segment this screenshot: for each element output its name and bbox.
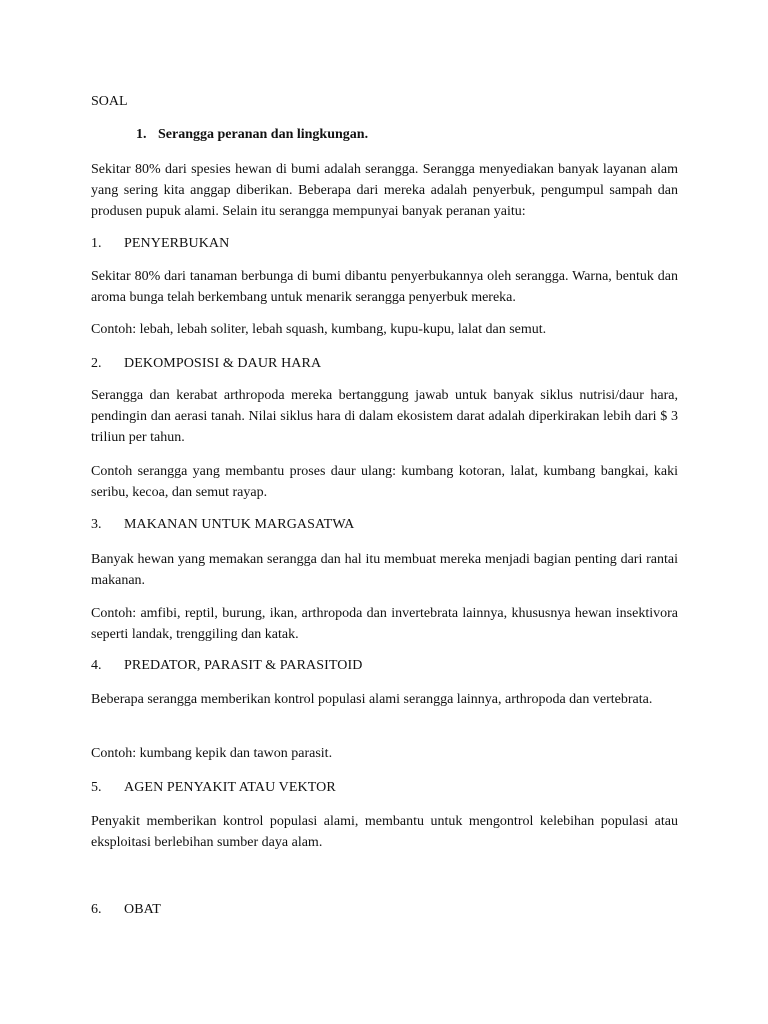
item-number: 1. [91, 236, 102, 251]
item-number: 4. [91, 658, 102, 673]
document-label: SOAL [91, 94, 128, 109]
item-number: 6. [91, 902, 102, 917]
item-paragraph: Sekitar 80% dari tanaman berbunga di bumi dibantu penyerbukannya oleh serangga. Warna, bentuk dan aroma bunga telah berkembang untuk menarik serangga penyerbuk mereka. [91, 269, 678, 305]
item-heading: DEKOMPOSISI & DAUR HARA [124, 356, 322, 371]
item-heading: PREDATOR, PARASIT & PARASITOID [124, 658, 363, 673]
item-number: 3. [91, 517, 102, 532]
item-paragraph: Contoh: kumbang kepik dan tawon parasit. [91, 746, 333, 761]
item-paragraph: Contoh: amfibi, reptil, burung, ikan, arthropoda dan invertebrata lainnya, khususnya hewan insektivora seperti landak, trenggiling dan katak. [91, 606, 678, 642]
item-heading: MAKANAN UNTUK MARGASATWA [124, 517, 355, 532]
item-paragraph: Contoh: lebah, lebah soliter, lebah squash, kumbang, kupu-kupu, lalat dan semut. [91, 322, 547, 337]
intro-paragraph: Sekitar 80% dari spesies hewan di bumi adalah serangga. Serangga menyediakan banyak layanan alam yang sering kita anggap diberikan. Beberapa dari mereka adalah penyerbuk, pengumpul sampah dan produsen pupuk alami. Selain itu serangga mempunyai banyak peranan yaitu: [91, 162, 678, 219]
item-heading: PENYERBUKAN [124, 236, 230, 251]
item-number: 2. [91, 356, 102, 371]
item-paragraph: Penyakit memberikan kontrol populasi alami, membantu untuk mengontrol kelebihan populasi atau eksploitasi berlebihan sumber daya alam. [91, 814, 678, 850]
item-paragraph: Contoh serangga yang membantu proses daur ulang: kumbang kotoran, lalat, kumbang bangkai, kaki seribu, kecoa, dan semut rayap. [91, 464, 678, 500]
section-number: 1. [136, 127, 147, 142]
item-paragraph: Banyak hewan yang memakan serangga dan hal itu membuat mereka menjadi bagian penting dari rantai makanan. [91, 552, 678, 588]
item-number: 5. [91, 780, 102, 795]
item-paragraph: Beberapa serangga memberikan kontrol populasi alami serangga lainnya, arthropoda dan vertebrata. [91, 692, 653, 707]
item-heading: OBAT [124, 902, 161, 917]
item-heading: AGEN PENYAKIT ATAU VEKTOR [124, 780, 336, 795]
item-paragraph: Serangga dan kerabat arthropoda mereka bertanggung jawab untuk banyak siklus nutrisi/daur hara, pendingin dan aerasi tanah. Nilai siklus hara di dalam ekosistem darat adalah diperkirakan lebih dari $ 3 triliun per tahun. [91, 388, 678, 445]
section-title: Serangga peranan dan lingkungan. [158, 127, 369, 142]
